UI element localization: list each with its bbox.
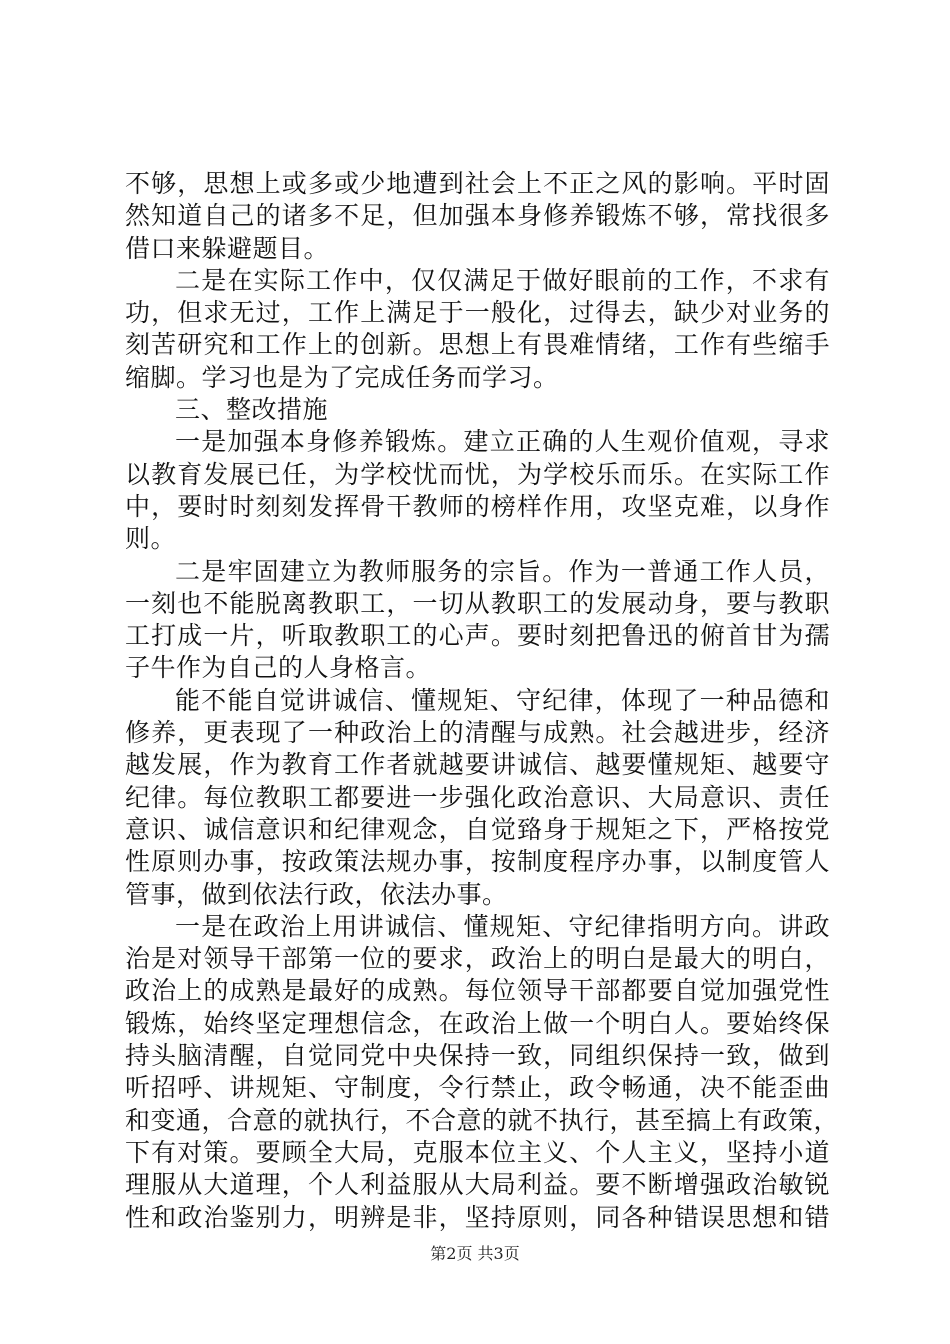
paragraph-line: 功，但求无过，工作上满足于一般化，过得去，缺少对业务的 xyxy=(125,298,830,328)
paragraph-line: 政治上的成熟是最好的成熟。每位领导干部都要自觉加强党性 xyxy=(125,976,830,1006)
paragraph-line: 一刻也不能脱离教职工，一切从教职工的发展动身，要与教职 xyxy=(125,588,830,618)
section-heading: 三、整改措施 xyxy=(175,395,329,425)
paragraph-line: 刻苦研究和工作上的创新。思想上有畏难情绪，工作有些缩手 xyxy=(125,330,830,360)
paragraph-line: 二是牢固建立为教师服务的宗旨。作为一普通工作人员， xyxy=(175,556,830,586)
paragraph-line: 缩脚。学习也是为了完成任务而学习。 xyxy=(125,362,559,392)
paragraph-line: 不够，思想上或多或少地遭到社会上不正之风的影响。平时固 xyxy=(125,169,830,198)
paragraph-line: 子牛作为自己的人身格言。 xyxy=(125,653,432,683)
paragraph-line: 听招呼、讲规矩、守制度，令行禁止，政令畅通，决不能歪曲 xyxy=(125,1073,830,1103)
paragraph-line: 则。 xyxy=(125,524,177,554)
paragraph-line: 性和政治鉴别力，明辨是非，坚持原则，同各种错误思想和错 xyxy=(125,1202,830,1232)
paragraph-line: 能不能自觉讲诚信、懂规矩、守纪律，体现了一种品德和 xyxy=(175,685,830,715)
paragraph-line: 治是对领导干部第一位的要求，政治上的明白是最大的明白， xyxy=(125,944,830,974)
paragraph-line: 管事，做到依法行政，依法办事。 xyxy=(125,879,508,909)
document-body xyxy=(125,168,840,1234)
paragraph-line: 越发展，作为教育工作者就越要讲诚信、越要懂规矩、越要守 xyxy=(125,750,830,780)
paragraph-line: 以教育发展已任，为学校忧而忧，为学校乐而乐。在实际工作 xyxy=(125,459,830,489)
paragraph-line: 工打成一片，听取教职工的心声。要时刻把鲁迅的俯首甘为孺 xyxy=(125,621,830,651)
paragraph-line: 纪律。每位教职工都要进一步强化政治意识、大局意识、责任 xyxy=(125,782,830,812)
paragraph-line: 和变通，合意的就执行，不合意的就不执行，甚至搞上有政策， xyxy=(125,1105,840,1135)
paragraph-line: 持头脑清醒，自觉同党中央保持一致，同组织保持一致，做到 xyxy=(125,1041,830,1071)
paragraph-line: 理服从大道理，个人利益服从大局利益。要不断增强政治敏锐 xyxy=(125,1170,830,1200)
paragraph-line: 修养，更表现了一种政治上的清醒与成熟。社会越进步，经济 xyxy=(125,718,830,748)
paragraph-line: 然知道自己的诸多不足，但加强本身修养锻炼不够，常找很多 xyxy=(125,201,830,231)
paragraph-line: 借口来躲避题目。 xyxy=(125,233,330,263)
paragraph-line: 下有对策。要顾全大局，克服本位主义、个人主义，坚持小道 xyxy=(125,1137,830,1167)
paragraph-line: 二是在实际工作中，仅仅满足于做好眼前的工作，不求有 xyxy=(175,265,830,295)
paragraph-line: 一是加强本身修养锻炼。建立正确的人生观价值观，寻求 xyxy=(175,427,830,457)
paragraph-line: 意识、诚信意识和纪律观念，自觉臵身于规矩之下，严格按党 xyxy=(125,814,830,844)
paragraph-line: 一是在政治上用讲诚信、懂规矩、守纪律指明方向。讲政 xyxy=(175,911,830,941)
paragraph-line: 性原则办事，按政策法规办事，按制度程序办事，以制度管人 xyxy=(125,847,830,877)
paragraph-line: 中，要时时刻刻发挥骨干教师的榜样作用，攻坚克难，以身作 xyxy=(125,491,830,521)
page-footer: 第2页 共3页 xyxy=(430,1244,520,1263)
paragraph-line: 锻炼，始终坚定理想信念，在政治上做一个明白人。要始终保 xyxy=(125,1008,830,1038)
